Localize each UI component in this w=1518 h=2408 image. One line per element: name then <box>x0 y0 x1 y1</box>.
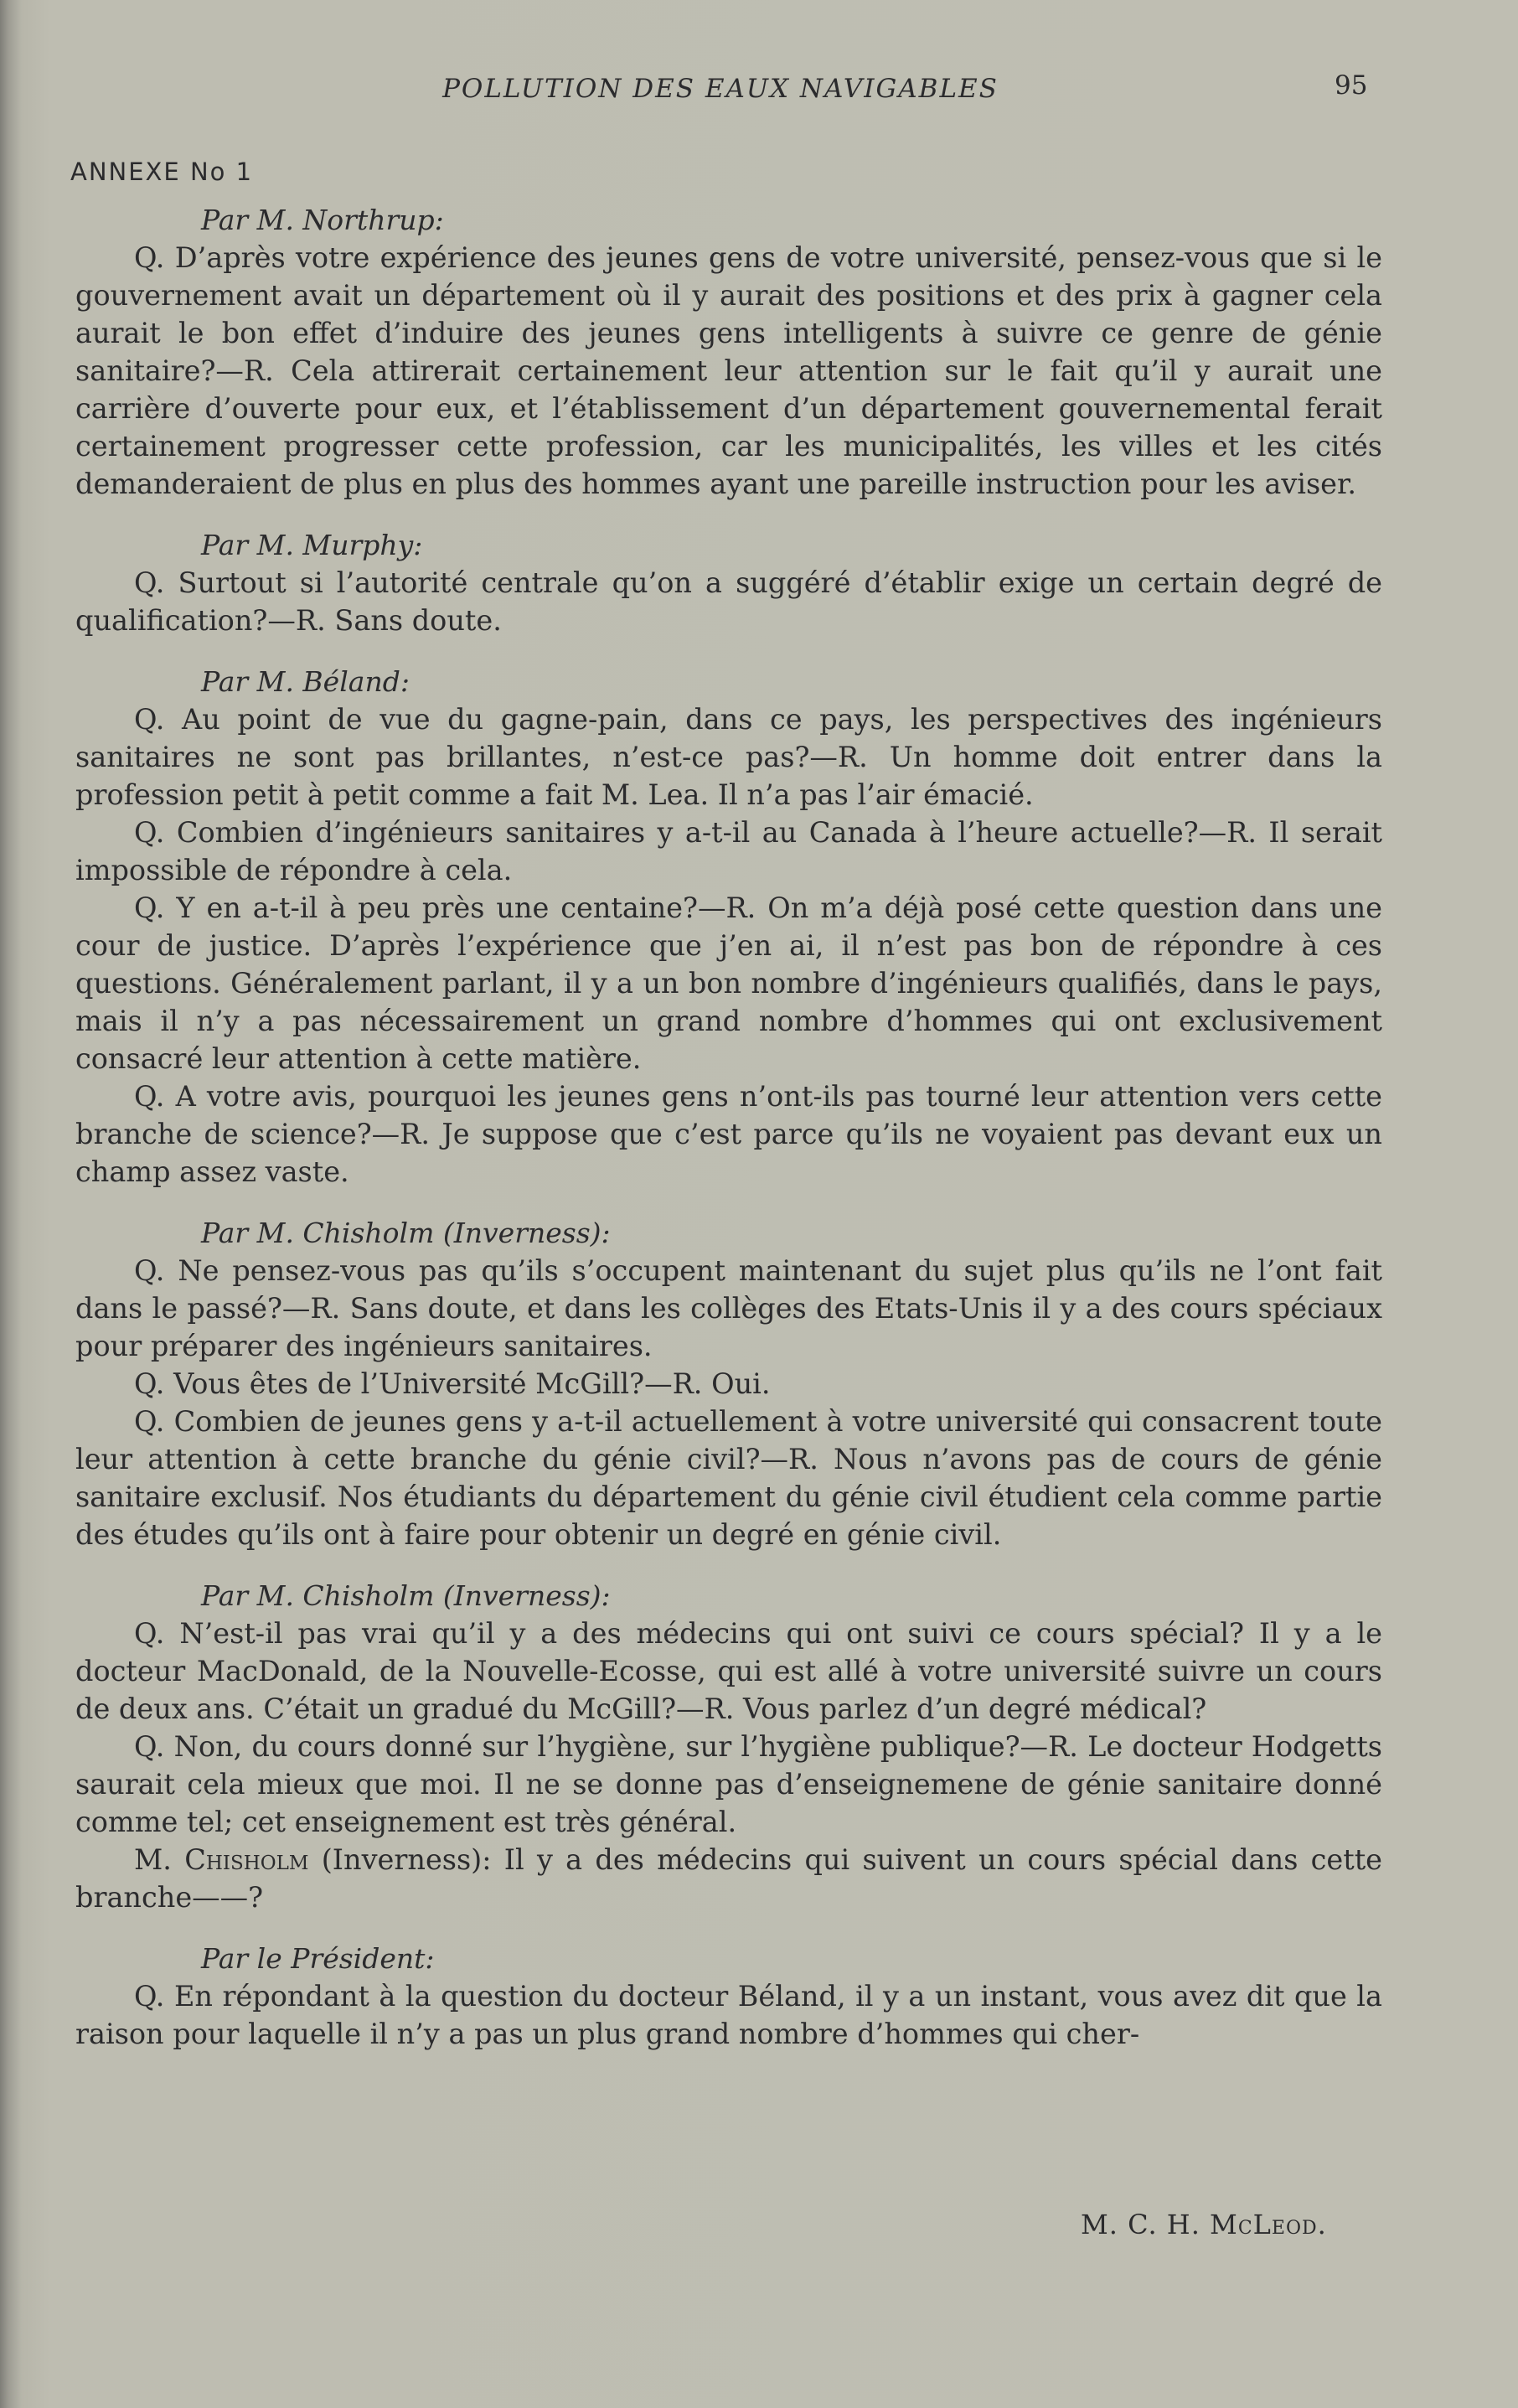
interjection-text: (Inverness): Il y a des médecins qui suivent un cours spécial dans cette branche——? <box>75 1843 1383 1914</box>
speaker-heading: Par M. Béland: <box>201 665 410 698</box>
testimony-section <box>75 1940 1382 2053</box>
question-answer-paragraph: Q. Ne pensez-vous pas qu’ils s’occupent maintenant du sujet plus qu’ils ne l’ont fait dans le passé?—R. Sans doute, et dans les collèges des Etats-Unis il y a des cours spéciaux pour préparer des ingénieurs sanitaires. <box>75 1254 1382 1362</box>
interjection-paragraph <box>75 1841 1382 1916</box>
annex-label: ANNEXE No 1 <box>70 158 254 186</box>
speaker-heading: Par M. Chisholm (Inverness): <box>201 1217 611 1249</box>
speaker-heading: Par M. Murphy: <box>201 529 423 561</box>
question-answer-paragraph: Q. Surtout si l’autorité centrale qu’on a suggéré d’établir exige un certain degré de qualification?—R. Sans doute. <box>75 566 1382 637</box>
question-answer-paragraph: Q. En répondant à la question du docteur Béland, il y a un instant, vous avez dit que la raison pour laquelle il n’y a pas un plus grand nombre d’hommes qui cher- <box>75 1980 1382 2050</box>
question-answer-paragraph: Q. A votre avis, pourquoi les jeunes gens n’ont-ils pas tourné leur attention vers cette branche de science?—R. Je suppose que c’est parce qu’ils ne voyaient pas devant eux un champ assez vaste. <box>75 1080 1382 1188</box>
running-title: POLLUTION DES EAUX NAVIGABLES <box>442 74 999 104</box>
question-answer-paragraph: Q. Y en a-t-il à peu près une centaine?—R. On m’a déjà posé cette question dans une cour de justice. D’après l’expérience que j’en ai, il n’est pas bon de répondre à ces questions. Généralement parlant, il y a un bon nombre d’ingénieurs qualifiés, dans le pays, mais il n’y a pas nécessairement un grand nombre d’hommes qui ont exclusivement consacré leur attention à cette matière. <box>75 891 1382 1075</box>
page-number: 95 <box>1335 70 1368 101</box>
question-answer-paragraph: Q. Combien de jeunes gens y a-t-il actuellement à votre université qui consacrent toute leur attention à cette branche du génie civil?—R. Nous n’avons pas de cours de génie sanitaire exclusif. Nos étudiants du département du génie civil étudient cela comme partie des études qu’ils ont à faire pour obtenir un degré en génie civil. <box>75 1405 1382 1551</box>
interjection-speaker: M. Chisholm <box>134 1843 309 1876</box>
question-answer-paragraph: Q. D’après votre expérience des jeunes gens de votre université, pensez-vous que si le gouvernement avait un département où il y aurait des positions et des prix à gagner cela aurait le bon effet d’induire des jeunes gens intelligents à suivre ce genre de génie sanitaire?—R. Cela attirerait certainement leur attention sur le fait qu’il y aurait une carrière d’ouverte pour eux, et l’établissement d’un département gouvernemental ferait certainement progresser cette profession, car les municipalités, les villes et les cités demanderaient de plus en plus des hommes ayant une pareille instruction pour les aviser. <box>75 241 1382 500</box>
testimony-section <box>75 1214 1382 1553</box>
speaker-heading: Par le Président: <box>201 1942 435 1975</box>
question-answer-paragraph: Q. Vous êtes de l’Université McGill?—R. Oui. <box>134 1367 771 1400</box>
question-answer-paragraph: Q. Combien d’ingénieurs sanitaires y a-t-il au Canada à l’heure actuelle?—R. Il serait impossible de répondre à cela. <box>75 816 1382 886</box>
speaker-heading: Par M. Chisholm (Inverness): <box>201 1579 611 1612</box>
testimony-section <box>75 1577 1382 1916</box>
question-answer-paragraph: Q. Non, du cours donné sur l’hygiène, sur l’hygiène publique?—R. Le docteur Hodgetts saurait cela mieux que moi. Il ne se donne pas d’enseignemene de génie sanitaire donné comme tel; cet enseignement est très général. <box>75 1730 1382 1838</box>
testimony-section <box>75 526 1382 639</box>
testimony-section <box>75 201 1382 503</box>
testimony-section <box>75 663 1382 1191</box>
witness-signature: M. C. H. McLeod. <box>1081 2209 1327 2240</box>
transcript-body <box>75 201 1382 2076</box>
question-answer-paragraph: Q. Au point de vue du gagne-pain, dans ce pays, les perspectives des ingénieurs sanitaires ne sont pas brillantes, n’est-ce pas?—R. Un homme doit entrer dans la profession petit à petit comme a fait M. Lea. Il n’a pas l’air émacié. <box>75 703 1382 811</box>
speaker-heading: Par M. Northrup: <box>201 204 444 236</box>
question-answer-paragraph: Q. N’est-il pas vrai qu’il y a des médecins qui ont suivi ce cours spécial? Il y a le docteur MacDonald, de la Nouvelle-Ecosse, qui est allé à votre université suivre un cours de deux ans. C’était un gradué du McGill?—R. Vous parlez d’un degré médical? <box>75 1617 1382 1725</box>
